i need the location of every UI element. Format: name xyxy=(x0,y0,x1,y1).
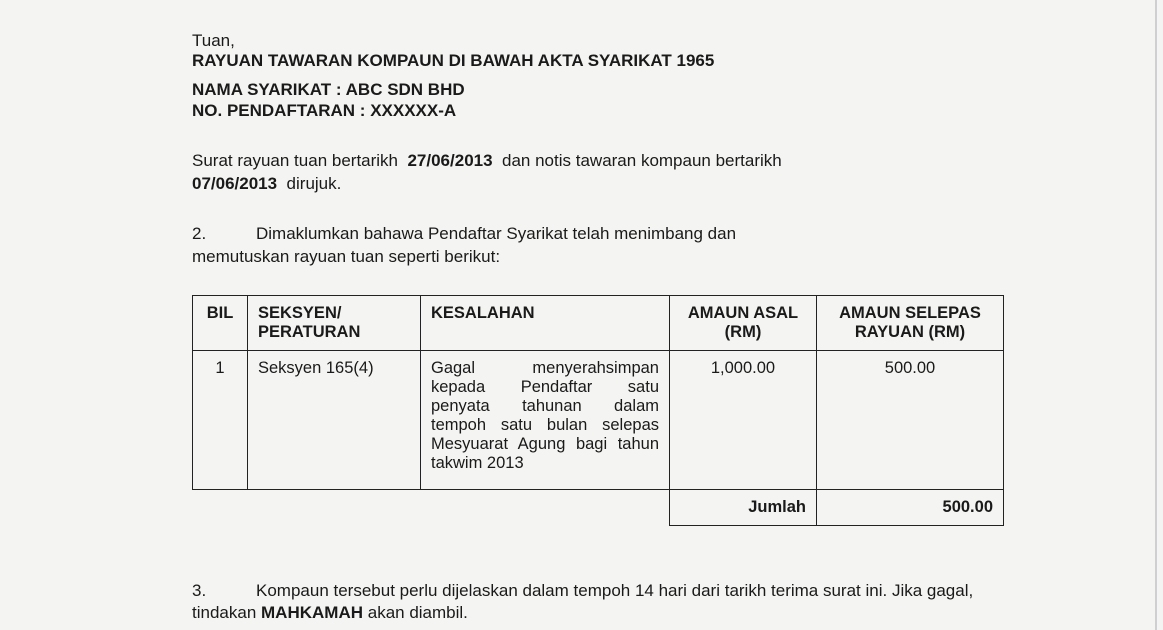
para1-date-a: 27/06/2013 xyxy=(407,151,493,170)
header-seksyen: SEKSYEN/ PERATURAN xyxy=(248,296,421,351)
compound-table xyxy=(192,295,1004,526)
page-edge xyxy=(1155,0,1157,630)
table-total-row xyxy=(193,490,1004,526)
letter-subject: RAYUAN TAWARAN KOMPAUN DI BAWAH AKTA SYARIKAT 1965 xyxy=(192,51,715,70)
para3-emphasis: MAHKAMAH xyxy=(261,603,363,622)
company-value: ABC SDN BHD xyxy=(345,80,465,99)
cell-kesalahan: Gagal menyerahsimpan kepada Pendaftar satu penyata tahunan dalam tempoh satu bulan selepas Mesyuarat Agung bagi tahun takwim 2013 xyxy=(421,351,670,490)
total-label: Jumlah xyxy=(670,490,817,526)
cell-bil: 1 xyxy=(193,351,248,490)
para2-line2: memutuskan rayuan tuan seperti berikut: xyxy=(192,247,501,266)
header-bil: BIL xyxy=(193,296,248,351)
para1-text-c: dirujuk. xyxy=(286,174,342,193)
total-spacer xyxy=(193,490,670,526)
para2-text-line1: Dimaklumkan bahawa Pendaftar Syarikat telah menimbang dan xyxy=(256,224,737,243)
para1-text-a: Surat rayuan tuan bertarikh xyxy=(192,151,399,170)
table-header-row xyxy=(193,296,1004,351)
table-row xyxy=(193,351,1004,490)
cell-seksyen: Seksyen 165(4) xyxy=(248,351,421,490)
cell-amaun-selepas: 500.00 xyxy=(817,351,1004,490)
para3 xyxy=(192,580,1002,624)
para1-text-b: dan notis tawaran kompaun bertarikh xyxy=(502,151,782,170)
para3-number: 3. xyxy=(192,581,207,600)
para1-line2 xyxy=(192,174,341,194)
para1-line1 xyxy=(192,151,782,171)
para1-date-b: 07/06/2013 xyxy=(192,174,278,193)
para3-text-b: akan diambil. xyxy=(367,603,468,622)
para3-text-a: Kompaun tersebut perlu dijelaskan dalam tempoh 14 hari dari tarikh terima surat ini. Jika gagal, tindakan xyxy=(192,581,974,622)
header-kesalahan: KESALAHAN xyxy=(421,296,670,351)
company-name-line xyxy=(192,80,465,100)
total-value: 500.00 xyxy=(817,490,1004,526)
para2-line1 xyxy=(192,224,736,244)
registration-value: XXXXXX-A xyxy=(370,101,457,120)
registration-label: NO. PENDAFTARAN : xyxy=(192,101,366,120)
salutation: Tuan, xyxy=(192,31,235,50)
header-amaun-asal: AMAUN ASAL (RM) xyxy=(670,296,817,351)
para2-number: 2. xyxy=(192,224,207,243)
cell-amaun-asal: 1,000.00 xyxy=(670,351,817,490)
header-amaun-selepas: AMAUN SELEPAS RAYUAN (RM) xyxy=(817,296,1004,351)
company-label: NAMA SYARIKAT : xyxy=(192,80,342,99)
registration-line xyxy=(192,101,456,121)
